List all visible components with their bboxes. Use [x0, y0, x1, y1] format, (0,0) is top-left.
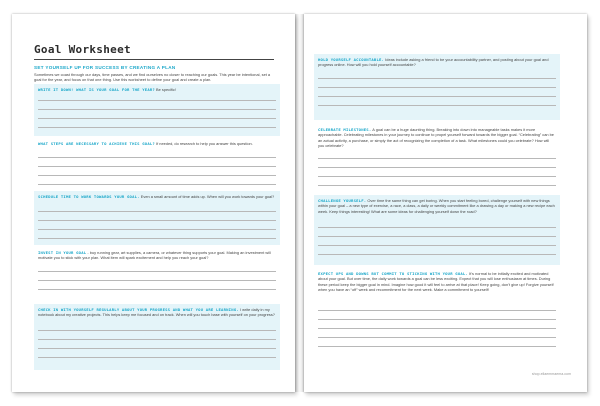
- section-prompt: Over time the same thing can get boring. When you start feeling bored, challenge yourself with new things within your goal – a new type of exercise, a race, a class, a daily or weekly commitment like a drawing a day or making a new recipe each week. Keep things interesting! What are some ideas for challenging yourself down the road?: [318, 198, 555, 214]
- writing-line[interactable]: [318, 78, 556, 79]
- writing-line[interactable]: [318, 245, 556, 246]
- section-milestones: [314, 124, 560, 192]
- writing-line[interactable]: [38, 157, 276, 158]
- section-prompt: Ideas include asking a friend to be your accountability partner, and posting about your goal and progress online. How will you hold yourself accountable?: [318, 57, 549, 68]
- footer-url: shop.ellaemmaema.com: [531, 372, 571, 376]
- writing-line[interactable]: [38, 238, 276, 239]
- writing-line[interactable]: [38, 175, 276, 176]
- writing-line[interactable]: [38, 229, 276, 230]
- section-heading: CHECK IN WITH YOURSELF REGULARLY ABOUT YOUR PROGRESS AND WHAT YOU ARE LEARNING.: [38, 307, 239, 312]
- writing-line[interactable]: [38, 166, 276, 167]
- section-heading: HOLD YOURSELF ACCOUNTABLE.: [318, 57, 385, 62]
- section-heading: WRITE IT DOWN! WHAT IS YOUR GOAL FOR THE YEAR?: [38, 87, 155, 92]
- section-steps: [34, 138, 280, 188]
- title-underline: [34, 59, 274, 60]
- section-prompt: I write daily in my notebook about my creative projects. This helps keep me focused and on track. When will you touch base with yourself on your progress?: [38, 307, 275, 318]
- writing-line[interactable]: [318, 254, 556, 255]
- section-heading: EXPECT UPS AND DOWNS BUT COMMIT TO STICKING WITH YOUR GOAL.: [318, 271, 468, 276]
- section-check-in: [34, 304, 280, 370]
- writing-line[interactable]: [318, 158, 556, 159]
- section-prompt: Even a small amount of time adds up. When will you work towards your goal?: [140, 194, 275, 199]
- writing-line[interactable]: [318, 96, 556, 97]
- worksheet-page-left: [12, 14, 295, 392]
- section-challenge: [314, 195, 560, 265]
- writing-line[interactable]: [318, 328, 556, 329]
- section-prompt: If needed, do research to help you answer this question.: [156, 141, 253, 146]
- writing-line[interactable]: [318, 236, 556, 237]
- writing-line[interactable]: [38, 127, 276, 128]
- section-prompt: It’s normal to be initially excited and motivated about your goal. But over time, the daily work towards a goal can be less exciting. Expect that you will lose enthusiasm at times. During these period keep the bigger goal in mind. Imagine how good it will feel to arrive at that place! Keep going, don’t give up! Forgive yourself when you have an “off” week and recommitment for the next week. Make a commitment to yourself!: [318, 271, 554, 292]
- writing-line[interactable]: [318, 185, 556, 186]
- section-goal: [34, 84, 280, 136]
- page-gutter: [295, 14, 304, 392]
- writing-line[interactable]: [38, 211, 276, 212]
- writing-line[interactable]: [38, 330, 276, 331]
- writing-line[interactable]: [38, 184, 276, 185]
- writing-line[interactable]: [318, 167, 556, 168]
- writing-line[interactable]: [38, 289, 276, 290]
- section-heading: INVEST IN YOUR GOAL: [38, 250, 87, 255]
- section-ups-and-downs: [314, 268, 560, 354]
- writing-line[interactable]: [38, 100, 276, 101]
- writing-line[interactable]: [38, 109, 276, 110]
- writing-line[interactable]: [38, 118, 276, 119]
- writing-line[interactable]: [38, 339, 276, 340]
- worksheet-title: Goal Worksheet: [34, 43, 131, 56]
- intro-heading: SET YOURSELF UP FOR SUCCESS BY CREATING A PLAN: [34, 65, 176, 70]
- section-prompt: Be specific!: [156, 87, 176, 92]
- section-heading: WHAT STEPS ARE NECESSARY TO ACHIEVE THIS GOAL?: [38, 141, 155, 146]
- section-heading: SCHEDULE TIME TO WORK TOWARDS YOUR GOAL.: [38, 194, 140, 199]
- section-accountable: [314, 54, 560, 120]
- writing-line[interactable]: [318, 105, 556, 106]
- writing-line[interactable]: [38, 280, 276, 281]
- writing-line[interactable]: [318, 346, 556, 347]
- writing-line[interactable]: [318, 87, 556, 88]
- intro-text: Sometimes we coast through our days, time passes, and we find ourselves no closer to reaching our goals. This year be intentional, set a goal for the year, and focus on that one thing. Use this worksheet to define your goal and create a plan.: [34, 72, 271, 83]
- writing-line[interactable]: [318, 337, 556, 338]
- section-heading: CHALLENGE YOURSELF.: [318, 198, 367, 203]
- writing-line[interactable]: [318, 176, 556, 177]
- section-prompt: A goal can be a huge daunting thing. Breaking into down into manageable tasks makes it more approachable. Celebrating milestones in your journey to continue to propel yourself forward towards the bigger goal. “Celebrating” can be an actual activity, a purchase, or simply the act of recognizing the completion of a task. What milestones could you celebrate? How will you celebrate?: [318, 127, 554, 148]
- writing-line[interactable]: [318, 310, 556, 311]
- writing-line[interactable]: [318, 319, 556, 320]
- worksheet-page-right: [304, 14, 587, 392]
- section-invest: [34, 247, 280, 299]
- section-heading: CELEBRATE MILESTONES.: [318, 127, 372, 132]
- section-prompt: - buy running gear, art supplies, a camera, or whatever thing supports your goal. Making an investment will motivate you to stick with your plan. What item will spark excitement and help you reach your goal?: [38, 250, 271, 261]
- section-schedule: [34, 191, 280, 245]
- writing-line[interactable]: [38, 220, 276, 221]
- writing-line[interactable]: [38, 348, 276, 349]
- writing-line[interactable]: [38, 357, 276, 358]
- writing-line[interactable]: [38, 271, 276, 272]
- writing-line[interactable]: [318, 227, 556, 228]
